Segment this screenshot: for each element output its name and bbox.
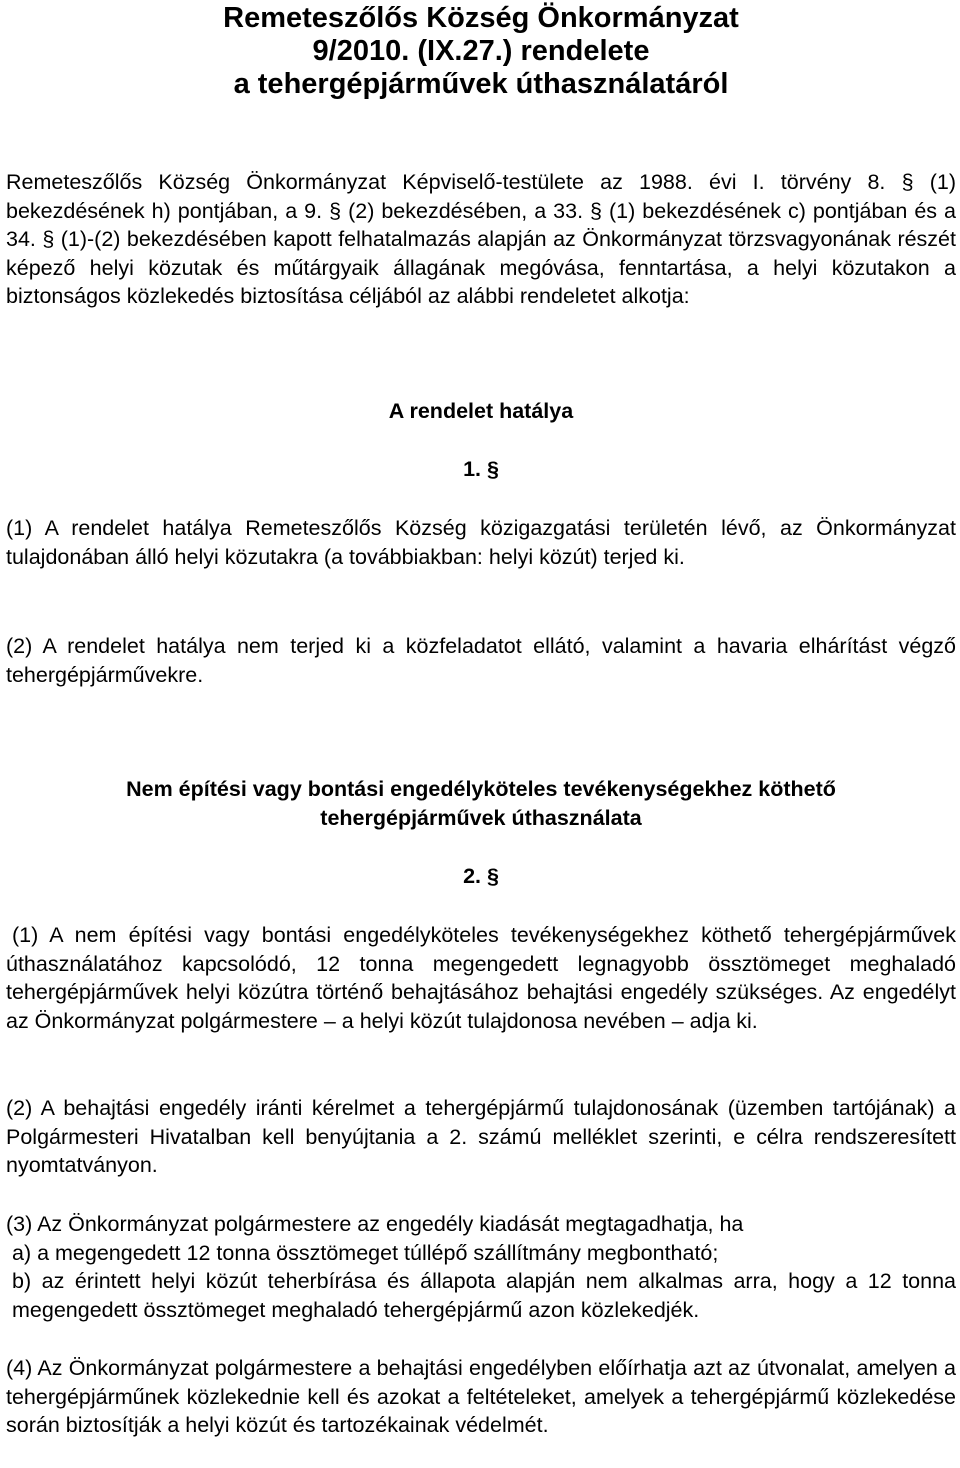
title-line-1: Remeteszőlős Község Önkormányzat bbox=[223, 2, 739, 34]
preamble-paragraph: Remeteszőlős Község Önkormányzat Képviselő-testülete az 1988. évi I. törvény 8. § (1) bekezdésének h) pontjában, a 9. § (2) bekezdésében, a 33. § (1) bekezdésének c) pontjában és a 34. § (1)-(2) bekezdésében kapott felhatalmazás alapján az Önkormányzat törzsvagyonának részét képező helyi közutak és műtárgyaik állagának megóvása, fenntartása, a helyi közutakon a biztonságos közlekedés biztosítása céljából az alábbi rendeletet alkotja: bbox=[6, 170, 956, 308]
section-2-paragraph-1-text: (1) A nem építési vagy bontási engedélyköteles tevékenységekhez köthető tehergépjárművek úthasználatához kapcsolódó, 12 tonna megengedett legnagyobb össztömeget meghaladó tehergépjárművek helyi közútra történő behajtásához behajtási engedély szükséges. Az engedélyt az Önkormányzat polgármestere – a helyi közút tulajdonosa nevében – adja ki. bbox=[6, 923, 956, 1033]
section-1-paragraph-1: (1) A rendelet hatálya Remeteszőlős Község közigazgatási területén lévő, az Önkormányzat tulajdonában álló helyi közutakra (a továbbiakban: helyi közút) terjed ki. bbox=[6, 516, 956, 569]
section-1-paragraph-2: (2) A rendelet hatálya nem terjed ki a közfeladatot ellátó, valamint a havaria elhárítást végző tehergépjárművekre. bbox=[6, 634, 956, 687]
section-2-heading bbox=[6, 775, 956, 832]
section-2-number: 2. § bbox=[463, 864, 499, 888]
section-2-paragraph-3-item-a: a) a megengedett 12 tonna össztömeget túllépő szállítmány megbontható; bbox=[12, 1240, 719, 1265]
title-line-3: a tehergépjárművek úthasználatáról bbox=[233, 68, 729, 100]
section-1-heading: A rendelet hatálya bbox=[388, 399, 574, 423]
section-2-paragraph-1 bbox=[6, 921, 956, 1035]
title-line-2: 9/2010. (IX.27.) rendelete bbox=[312, 35, 650, 67]
section-2-paragraph-3 bbox=[6, 1210, 956, 1324]
document-title bbox=[6, 2, 956, 101]
section-2-paragraph-3-item-b: b) az érintett helyi közút teherbírása és állapota alapján nem alkalmas arra, hogy a 12 tonna megengedett össztömeget meghaladó tehergépjármű azon közlekedjék. bbox=[12, 1269, 956, 1322]
section-2-heading-line-1: Nem építési vagy bontási engedélyköteles tevékenységekhez köthető bbox=[126, 777, 836, 801]
section-2-heading-line-2: tehergépjárművek úthasználata bbox=[320, 805, 642, 830]
section-2-paragraph-3-intro: (3) Az Önkormányzat polgármestere az engedély kiadását megtagadhatja, ha bbox=[6, 1212, 744, 1236]
section-2-paragraph-4: (4) Az Önkormányzat polgármestere a behajtási engedélyben előírhatja azt az útvonalat, amelyen a tehergépjárműnek közlekednie kell és azokat a feltételeket, amelyek a tehergépjármű közlekedése során biztosítják a helyi közút és tartozékainak védelmét. bbox=[6, 1356, 956, 1437]
section-1-number: 1. § bbox=[463, 457, 499, 481]
section-2-paragraph-2: (2) A behajtási engedély iránti kérelmet a tehergépjármű tulajdonosának (üzemben tartójának) a Polgármesteri Hivatalban kell benyújtania a 2. számú melléklet szerinti, e célra rendszeresített nyomtatványon. bbox=[6, 1096, 956, 1177]
